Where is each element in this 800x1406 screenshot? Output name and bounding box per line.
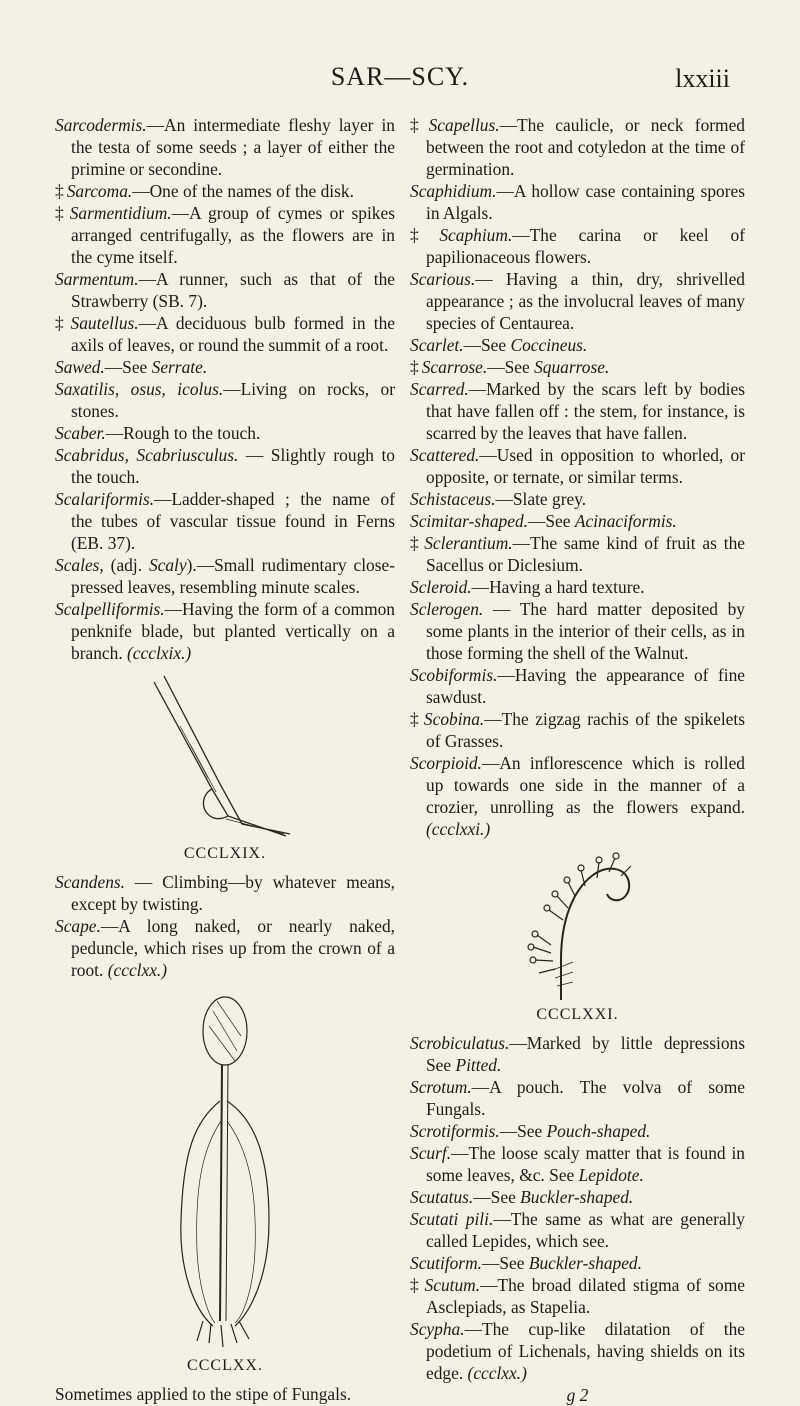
left-column (55, 114, 395, 1405)
entry-cross-reference: (ccclxix.) (127, 643, 192, 663)
obsolete-term-mark: ‡ (410, 115, 426, 135)
entry-definition: —See (499, 1121, 547, 1141)
entry-term: Scabridus, Scabriusculus. (55, 445, 239, 465)
entry-cross-reference: (ccclxx.) (467, 1363, 527, 1383)
obsolete-term-mark: ‡ (410, 1275, 422, 1295)
glossary-entry (55, 180, 395, 202)
glossary-entry (410, 180, 745, 224)
glossary-entry (410, 378, 745, 444)
entry-term: Scrotiformis. (410, 1121, 500, 1141)
entry-definition: —A runner, such as that of the Strawberry (SB. 7). (71, 269, 395, 311)
entry-definition: —The same as what are generally called Lepides, which see. (426, 1209, 746, 1251)
glossary-entry (410, 334, 745, 356)
entry-cross-reference: Pouch-shaped. (546, 1121, 651, 1141)
glossary-entry (55, 268, 395, 312)
entry-definition: — Slightly rough to the touch. (71, 445, 395, 487)
entry-definition: —A deciduous bulb formed in the axils of leaves, or round the summit of a root. (71, 313, 395, 355)
entry-definition: —The caulicle, or neck formed between the root and cotyledon at the time of germination. (426, 115, 745, 179)
glossary-entry (410, 576, 745, 598)
glossary-entry (55, 378, 395, 422)
glossary-entry (410, 708, 745, 752)
entry-term: Scarious. (410, 269, 476, 289)
entry-term: Scimitar-shaped. (410, 511, 528, 531)
entry-definition: —Slate grey. (495, 489, 587, 509)
glossary-entry (410, 268, 745, 334)
figure-ccclxxi (410, 850, 745, 1026)
entry-definition: —Marked by the scars left by bodies that have fallen off : the stem, for instance, is scarred by the leaves that have fallen. (426, 379, 745, 443)
entry-term: Sarcodermis. (55, 115, 147, 135)
scorpioid-inflorescence-illustration (513, 850, 643, 1000)
glossary-entry (55, 312, 395, 356)
entry-term: Scrobiculatus. (410, 1033, 510, 1053)
entry-term: Scutum. (424, 1275, 481, 1295)
entry-definition: —Ladder-shaped ; the name of the tubes of vascular tissue found in Ferns (EB. 37). (71, 489, 395, 553)
entry-definition: —See (528, 511, 575, 531)
entry-term: Sclerantium. (424, 533, 513, 553)
entry-term: Schistaceus. (410, 489, 496, 509)
glossary-entry (410, 1208, 745, 1252)
entry-term: Scutati pili. (410, 1209, 494, 1229)
glossary-entry (55, 202, 395, 268)
entry-definition: —Having the form of a common penknife blade, but planted vertically on a branch. (71, 599, 395, 663)
glossary-entry (410, 1186, 745, 1208)
entry-term: Scaphium. (439, 225, 513, 245)
figure-caption: CCCLXXI. (536, 1006, 619, 1023)
scape-plant-illustration (165, 991, 285, 1351)
entry-term: Sarmentum. (55, 269, 139, 289)
entry-term: Scutiform. (410, 1253, 482, 1273)
entry-definition: —The zigzag rachis of the spikelets of Grasses. (426, 709, 745, 751)
entry-definition: (adj. (103, 555, 149, 575)
right-column (410, 114, 745, 1406)
entry-definition: —An intermediate fleshy layer in the testa of some seeds ; a layer of either the primine or secondine. (71, 115, 395, 179)
entry-list (410, 114, 745, 840)
entry-term: Scorpioid. (410, 753, 482, 773)
signature-mark: g 2 (566, 1385, 589, 1405)
entry-term: Scleroid. (410, 577, 472, 597)
entry-term: Sarcoma. (66, 181, 133, 201)
obsolete-term-mark: ‡ (410, 533, 422, 553)
glossary-entry (410, 1142, 745, 1186)
figure-caption: CCCLXX. (187, 1357, 263, 1374)
entry-term: Scapellus. (428, 115, 500, 135)
glossary-entry (410, 1252, 745, 1274)
entry-term: Scutatus. (410, 1187, 474, 1207)
entry-definition: —The loose scaly matter that is found in some leaves, &c. See (426, 1143, 745, 1185)
entry-definition: ).—Small rudimentary close-pressed leaves, resembling minute scales. (71, 555, 395, 597)
entry-term: Scalpelliformis. (55, 599, 165, 619)
entry-term: Scarrose. (421, 357, 488, 377)
entry-term: Scypha. (410, 1319, 465, 1339)
entry-list (55, 871, 395, 981)
entry-cross-reference: (ccclxx.) (107, 960, 168, 980)
entry-definition: —One of the names of the disk. (132, 181, 354, 201)
entry-definition: —Rough to the touch. (105, 423, 261, 443)
glossary-entry (55, 598, 395, 664)
entry-cross-reference: Buckler-shaped. (528, 1253, 642, 1273)
entry-cross-reference: Lepidote. (578, 1165, 644, 1185)
entry-definition: —The cup-like dilatation of the podetium of Lichenals, having shields on its edge. (426, 1319, 745, 1383)
glossary-entry (410, 510, 745, 532)
entry-term: Scalariformis. (55, 489, 155, 509)
entry-definition: —See (463, 335, 511, 355)
entry-definition: —A long naked, or nearly naked, peduncle, which rises up from the crown of a root. (71, 916, 395, 980)
entry-cross-reference: Squarrose. (534, 357, 610, 377)
entry-cross-reference: Buckler-shaped. (520, 1187, 634, 1207)
entry-definition: —See (473, 1187, 521, 1207)
glossary-entry (55, 356, 395, 378)
entry-definition: —A pouch. The volva of some Fungals. (426, 1077, 745, 1119)
entry-term: Sautellus. (70, 313, 139, 333)
entry-definition: —The same kind of fruit as the Sacellus or Diclesium. (426, 533, 745, 575)
obsolete-term-mark: ‡ (55, 313, 68, 333)
entry-term: Sarmentidium. (69, 203, 172, 223)
penknife-leaf-illustration (150, 674, 300, 839)
entry-term: Scobina. (423, 709, 485, 729)
glossary-entry (410, 1274, 745, 1318)
entry-definition: —A group of cymes or spikes arranged centrifugally, as the flowers are in the cyme itself. (71, 203, 395, 267)
glossary-entry (410, 114, 745, 180)
entry-definition: — Climbing—by whatever means, except by twisting. (71, 872, 395, 914)
entry-term: Scrotum. (410, 1077, 472, 1097)
entry-term: Scandens. (55, 872, 126, 892)
entry-cross-reference: Pitted. (455, 1055, 502, 1075)
entry-cross-reference: Scaly (148, 555, 187, 575)
glossary-entry (410, 752, 745, 840)
entry-definition: —An inflorescence which is rolled up towards one side in the manner of a crozier, unrolling as the flowers expand. (426, 753, 745, 817)
glossary-entry (410, 488, 745, 510)
page-header (0, 62, 800, 102)
glossary-entry (410, 356, 745, 378)
glossary-entry (410, 224, 745, 268)
obsolete-term-mark: ‡ (410, 225, 437, 245)
glossary-entry (55, 444, 395, 488)
glossary-entry (410, 532, 745, 576)
entry-definition: —Having a hard texture. (471, 577, 645, 597)
obsolete-term-mark: ‡ (55, 181, 64, 201)
entry-cross-reference: Coccineus. (510, 335, 588, 355)
glossary-entry (55, 871, 395, 915)
glossary-entry (410, 444, 745, 488)
figure-ccclxix (55, 674, 395, 865)
entry-term: Scattered. (410, 445, 480, 465)
figure-ccclxx (55, 991, 395, 1377)
entry-list (55, 114, 395, 664)
entry-definition: — Having a thin, dry, shrivelled appearance ; as the involucral leaves of many species of Centaurea. (426, 269, 745, 333)
entry-definition: —See (481, 1253, 529, 1273)
entry-list (410, 1032, 745, 1384)
glossary-entry (410, 664, 745, 708)
entry-definition: —Used in opposition to whorled, or opposite, or ternate, or similar terms. (426, 445, 745, 487)
entry-cross-reference: (ccclxxi.) (426, 819, 491, 839)
entry-cross-reference: Serrate. (151, 357, 208, 377)
entry-definition: —The carina or keel of papilionaceous flowers. (426, 225, 745, 267)
figure-caption: CCCLXIX. (183, 845, 267, 862)
entry-definition: — The hard matter deposited by some plants in the interior of their cells, as in those forming the shell of the Walnut. (426, 599, 745, 663)
entry-term: Scarred. (410, 379, 469, 399)
entry-term: Scales, (55, 555, 104, 575)
entry-term: Scaphidium. (410, 181, 497, 201)
glossary-entry (410, 1318, 745, 1384)
glossary-entry (55, 488, 395, 554)
entry-term: Sawed. (55, 357, 105, 377)
entry-definition: —See (104, 357, 152, 377)
continuation-text: Sometimes applied to the stipe of Fungals. (55, 1384, 352, 1404)
obsolete-term-mark: ‡ (410, 357, 419, 377)
page-number: lxxiii (675, 64, 730, 93)
glossary-entry (55, 422, 395, 444)
obsolete-term-mark: ‡ (55, 203, 67, 223)
entry-term: Sclerogen. (410, 599, 484, 619)
entry-definition: —The broad dilated stigma of some Asclepiads, as Stapelia. (426, 1275, 745, 1317)
entry-definition: —Having the appearance of fine sawdust. (426, 665, 745, 707)
entry-cross-reference: Acinaciformis. (574, 511, 677, 531)
glossary-entry (410, 1032, 745, 1076)
entry-term: Scobiformis. (410, 665, 498, 685)
entry-definition: —Living on rocks, or stones. (71, 379, 395, 421)
glossary-entry (410, 1120, 745, 1142)
entry-definition: —Marked by little depressions See (426, 1033, 745, 1075)
entry-definition: —See (487, 357, 535, 377)
entry-definition: —A hollow case containing spores in Algals. (426, 181, 745, 223)
glossary-entry (55, 554, 395, 598)
glossary-entry (410, 598, 745, 664)
entry-term: Saxatilis, osus, icolus. (55, 379, 224, 399)
glossary-entry (55, 114, 395, 180)
running-title: SAR—SCY. (330, 62, 470, 91)
entry-term: Scarlet. (410, 335, 464, 355)
entry-term: Scaber. (55, 423, 106, 443)
obsolete-term-mark: ‡ (410, 709, 421, 729)
entry-term: Scurf. (410, 1143, 452, 1163)
glossary-entry (410, 1076, 745, 1120)
entry-term: Scape. (55, 916, 101, 936)
glossary-entry (55, 915, 395, 981)
